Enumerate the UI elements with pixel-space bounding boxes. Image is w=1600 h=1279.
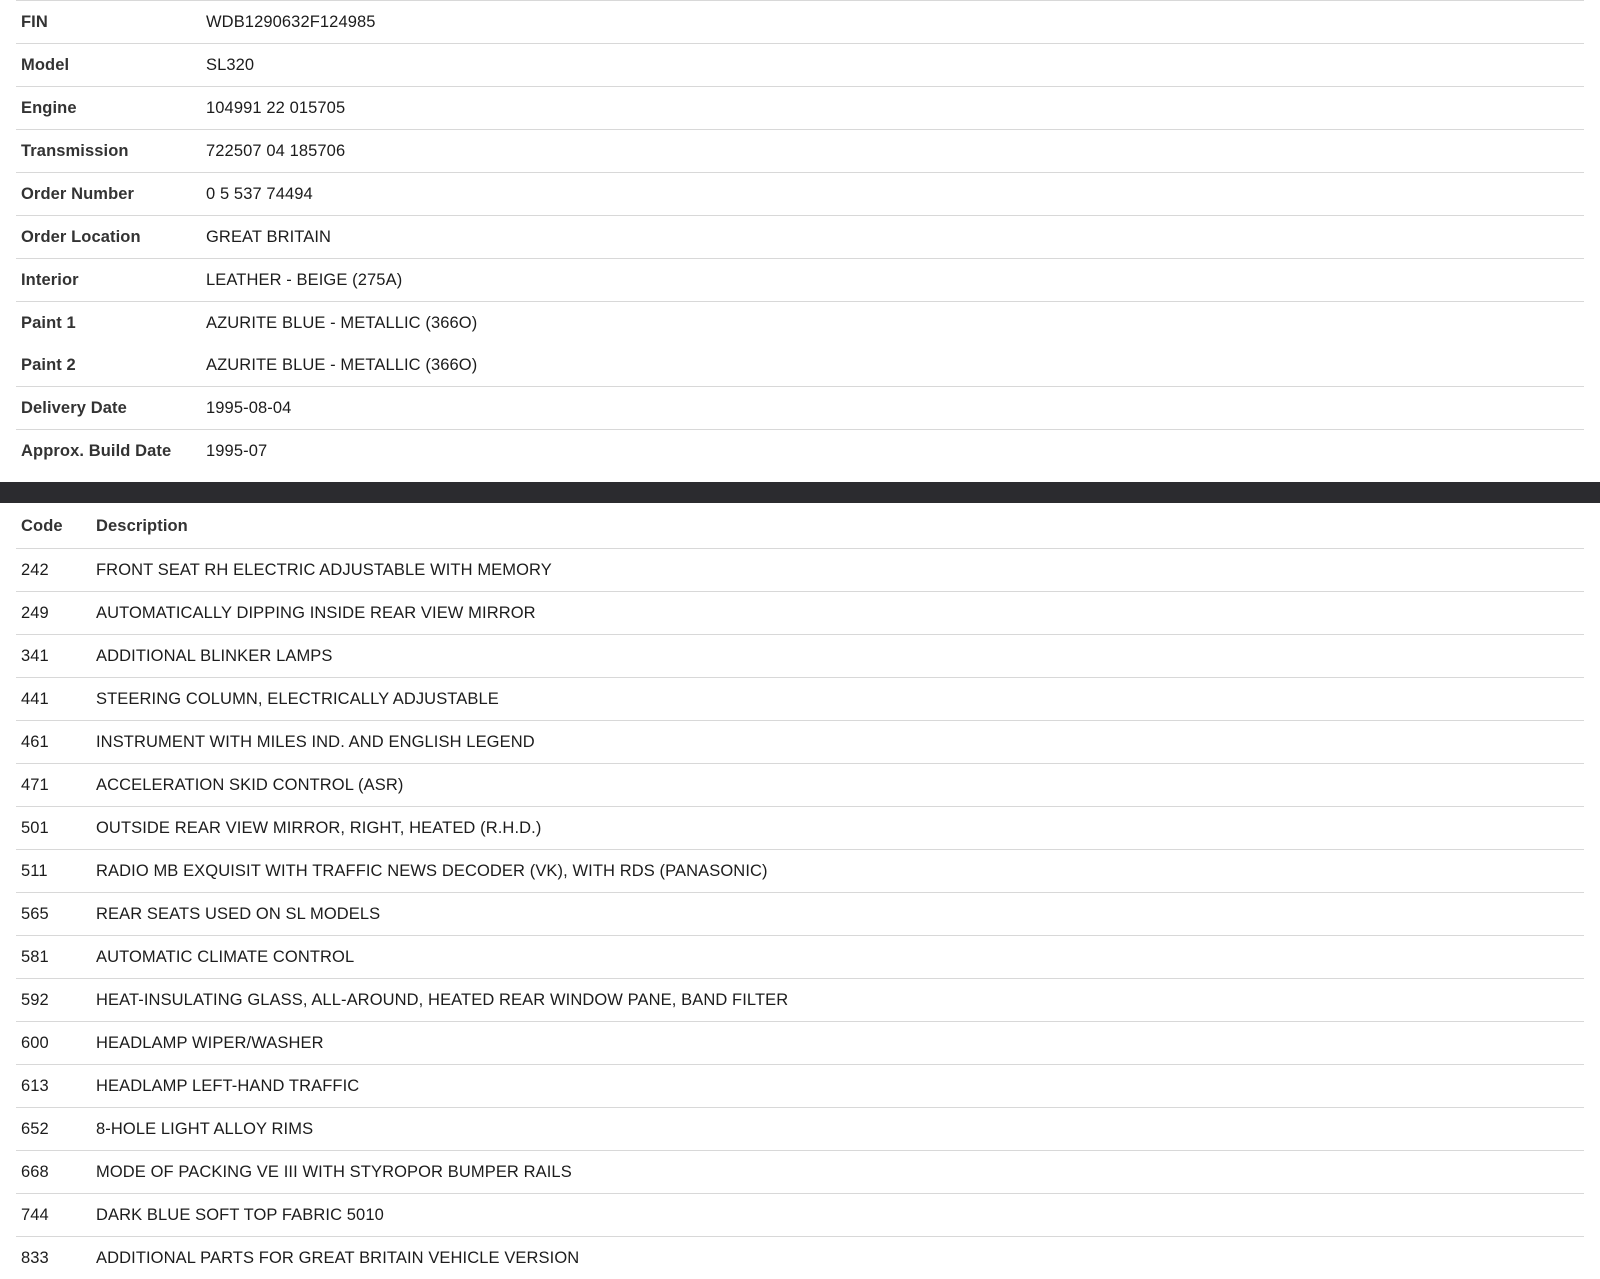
spec-value: 1995-07 [206,430,1584,473]
spec-value: AZURITE BLUE - METALLIC (366O) [206,344,1584,387]
option-code: 461 [16,721,96,764]
vehicle-spec-body [16,1,1584,473]
option-codes-table [16,503,1584,1279]
column-header-description: Description [96,503,1584,549]
table-row [16,430,1584,473]
option-description: REAR SEATS USED ON SL MODELS [96,893,1584,936]
spec-value: LEATHER - BEIGE (275A) [206,259,1584,302]
option-description: ACCELERATION SKID CONTROL (ASR) [96,764,1584,807]
option-code: 249 [16,592,96,635]
table-row [16,1065,1584,1108]
spec-value: AZURITE BLUE - METALLIC (366O) [206,302,1584,345]
table-row [16,807,1584,850]
spec-value: 104991 22 015705 [206,87,1584,130]
option-code: 668 [16,1151,96,1194]
option-description: AUTOMATIC CLIMATE CONTROL [96,936,1584,979]
option-codes-body [16,549,1584,1279]
option-codes-header [16,503,1584,549]
spec-label: Interior [16,259,206,302]
spec-label: Engine [16,87,206,130]
spec-label: Paint 1 [16,302,206,345]
table-row [16,173,1584,216]
spec-label: Order Location [16,216,206,259]
table-row [16,387,1584,430]
option-description: HEADLAMP LEFT-HAND TRAFFIC [96,1065,1584,1108]
table-row [16,1,1584,44]
option-description: RADIO MB EXQUISIT WITH TRAFFIC NEWS DECODER (VK), WITH RDS (PANASONIC) [96,850,1584,893]
spec-label: Model [16,44,206,87]
table-row [16,893,1584,936]
spec-label: Paint 2 [16,344,206,387]
spec-label: Approx. Build Date [16,430,206,473]
option-description: OUTSIDE REAR VIEW MIRROR, RIGHT, HEATED (R.H.D.) [96,807,1584,850]
option-description: MODE OF PACKING VE III WITH STYROPOR BUMPER RAILS [96,1151,1584,1194]
table-row [16,1022,1584,1065]
option-code: 600 [16,1022,96,1065]
option-code: 652 [16,1108,96,1151]
table-row [16,344,1584,387]
spec-value: WDB1290632F124985 [206,1,1584,44]
table-header-row [16,503,1584,549]
option-description: INSTRUMENT WITH MILES IND. AND ENGLISH LEGEND [96,721,1584,764]
table-row [16,721,1584,764]
table-row [16,87,1584,130]
option-code: 744 [16,1194,96,1237]
option-code: 441 [16,678,96,721]
option-code: 565 [16,893,96,936]
option-code: 833 [16,1237,96,1279]
table-row [16,1108,1584,1151]
option-description: ADDITIONAL BLINKER LAMPS [96,635,1584,678]
option-code: 511 [16,850,96,893]
option-code: 581 [16,936,96,979]
table-row [16,592,1584,635]
table-row [16,678,1584,721]
option-code: 471 [16,764,96,807]
section-divider-bar [0,482,1600,503]
option-code: 613 [16,1065,96,1108]
option-description: ADDITIONAL PARTS FOR GREAT BRITAIN VEHICLE VERSION [96,1237,1584,1279]
spec-value: GREAT BRITAIN [206,216,1584,259]
spec-label: Delivery Date [16,387,206,430]
option-description: STEERING COLUMN, ELECTRICALLY ADJUSTABLE [96,678,1584,721]
option-description: 8-HOLE LIGHT ALLOY RIMS [96,1108,1584,1151]
option-description: FRONT SEAT RH ELECTRIC ADJUSTABLE WITH MEMORY [96,549,1584,592]
spec-label: Order Number [16,173,206,216]
column-header-code: Code [16,503,96,549]
spec-value: SL320 [206,44,1584,87]
option-description: DARK BLUE SOFT TOP FABRIC 5010 [96,1194,1584,1237]
table-row [16,979,1584,1022]
table-row [16,216,1584,259]
spec-value: 0 5 537 74494 [206,173,1584,216]
table-row [16,130,1584,173]
table-row [16,635,1584,678]
table-row [16,850,1584,893]
option-code: 341 [16,635,96,678]
table-row [16,549,1584,592]
table-row [16,936,1584,979]
spec-label: Transmission [16,130,206,173]
table-row [16,764,1584,807]
option-description: HEAT-INSULATING GLASS, ALL-AROUND, HEATED REAR WINDOW PANE, BAND FILTER [96,979,1584,1022]
vehicle-spec-table [16,0,1584,472]
table-row [16,1151,1584,1194]
option-description: HEADLAMP WIPER/WASHER [96,1022,1584,1065]
table-row [16,1194,1584,1237]
table-row [16,44,1584,87]
option-description: AUTOMATICALLY DIPPING INSIDE REAR VIEW MIRROR [96,592,1584,635]
option-code: 501 [16,807,96,850]
option-code: 592 [16,979,96,1022]
option-code: 242 [16,549,96,592]
table-row [16,259,1584,302]
table-row [16,302,1584,345]
spec-value: 722507 04 185706 [206,130,1584,173]
spec-label: FIN [16,1,206,44]
spec-value: 1995-08-04 [206,387,1584,430]
